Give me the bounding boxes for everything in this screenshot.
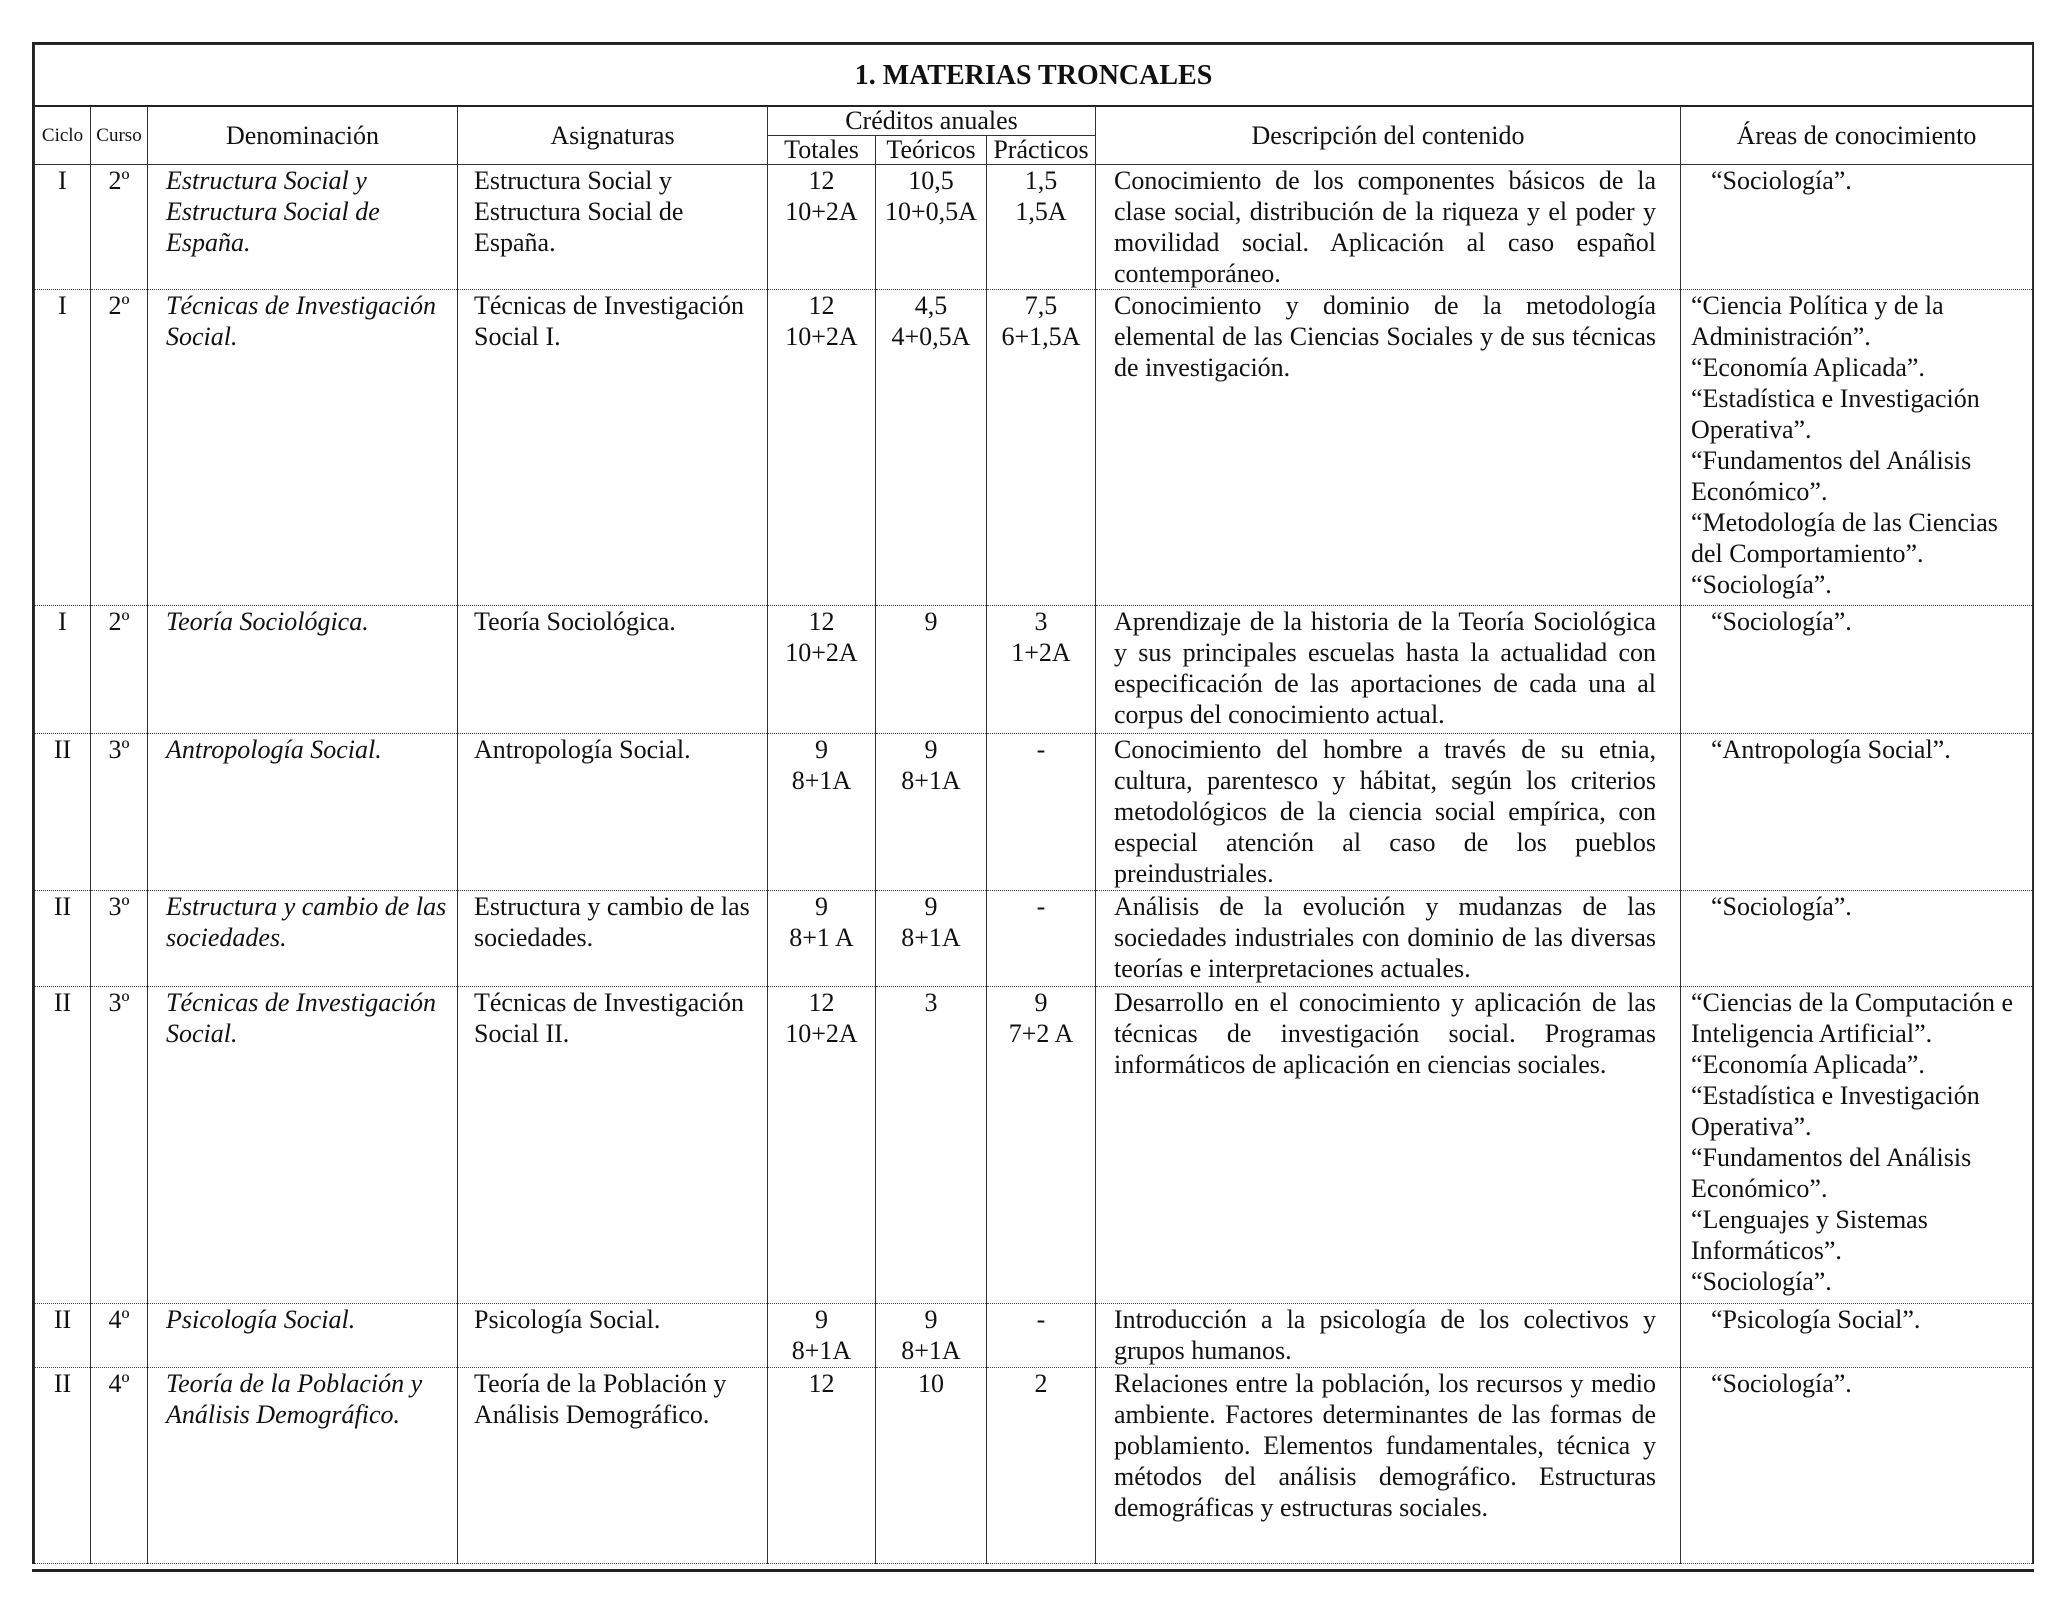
ciclo-cell: I <box>35 290 91 606</box>
header-areas: Áreas de conocimiento <box>1681 106 2033 165</box>
materias-troncales-table <box>32 42 2034 1564</box>
descripcion-cell: Conocimiento y dominio de la metodología elemental de las Ciencias Sociales y de sus técnicas de investigación. <box>1096 290 1681 606</box>
areas-cell: “Sociología”. <box>1681 606 2033 734</box>
curso-cell: 2º <box>91 165 148 290</box>
header-denominacion: Denominación <box>148 106 458 165</box>
header-practicos: Prácticos <box>987 136 1096 165</box>
teoricos-cell: 3 <box>876 987 987 1304</box>
asignatura-cell: Estructura y cambio de las sociedades. <box>458 891 768 987</box>
descripcion-cell: Introducción a la psicología de los colectivos y grupos humanos. <box>1096 1304 1681 1368</box>
totales-cell: 12 10+2A <box>768 165 876 290</box>
header-creditos-anuales: Créditos anuales <box>768 106 1096 136</box>
totales-cell: 12 10+2A <box>768 606 876 734</box>
teoricos-cell: 10 <box>876 1368 987 1564</box>
table-row <box>35 1368 2033 1564</box>
header-ciclo: Ciclo <box>35 106 91 165</box>
ciclo-cell: I <box>35 606 91 734</box>
curso-cell: 3º <box>91 734 148 891</box>
ciclo-cell: II <box>35 987 91 1304</box>
ciclo-cell: II <box>35 891 91 987</box>
totales-cell: 12 <box>768 1368 876 1564</box>
practicos-cell: - <box>987 891 1096 987</box>
descripcion-cell: Desarrollo en el conocimiento y aplicación de las técnicas de investigación social. Programas informáticos de aplicación en ciencias sociales. <box>1096 987 1681 1304</box>
practicos-cell: 9 7+2 A <box>987 987 1096 1304</box>
ciclo-cell: II <box>35 1304 91 1368</box>
teoricos-cell: 9 8+1A <box>876 891 987 987</box>
curso-cell: 4º <box>91 1368 148 1564</box>
practicos-cell: 7,5 6+1,5A <box>987 290 1096 606</box>
practicos-cell: 3 1+2A <box>987 606 1096 734</box>
descripcion-cell: Conocimiento de los componentes básicos de la clase social, distribución de la riqueza y el poder y movilidad social. Aplicación al caso español contemporáneo. <box>1096 165 1681 290</box>
totales-cell: 9 8+1 A <box>768 891 876 987</box>
header-descripcion: Descripción del contenido <box>1096 106 1681 165</box>
totales-cell: 9 8+1A <box>768 734 876 891</box>
header-asignaturas: Asignaturas <box>458 106 768 165</box>
teoricos-cell: 4,5 4+0,5A <box>876 290 987 606</box>
denominacion-cell: Estructura y cambio de las sociedades. <box>148 891 458 987</box>
descripcion-cell: Análisis de la evolución y mudanzas de las sociedades industriales con dominio de las diversas teorías e interpretaciones actuales. <box>1096 891 1681 987</box>
table-row <box>35 1304 2033 1368</box>
denominacion-cell: Estructura Social y Estructura Social de España. <box>148 165 458 290</box>
denominacion-cell: Técnicas de Investigación Social. <box>148 987 458 1304</box>
table-row <box>35 165 2033 290</box>
practicos-cell: - <box>987 734 1096 891</box>
ciclo-cell: II <box>35 734 91 891</box>
areas-cell: “Ciencia Política y de la Administración”. “Economía Aplicada”. “Estadística e Investigación Operativa”. “Fundamentos del Análisis Económico”. “Metodología de las Ciencias del Comportamiento”. “Sociología”. <box>1681 290 2033 606</box>
curso-cell: 4º <box>91 1304 148 1368</box>
asignatura-cell: Antropología Social. <box>458 734 768 891</box>
header-curso: Curso <box>91 106 148 165</box>
totales-cell: 12 10+2A <box>768 290 876 606</box>
curso-cell: 3º <box>91 891 148 987</box>
asignatura-cell: Psicología Social. <box>458 1304 768 1368</box>
header-totales: Totales <box>768 136 876 165</box>
asignatura-cell: Teoría Sociológica. <box>458 606 768 734</box>
table-row <box>35 891 2033 987</box>
teoricos-cell: 9 8+1A <box>876 1304 987 1368</box>
areas-cell: “Sociología”. <box>1681 1368 2033 1564</box>
denominacion-cell: Antropología Social. <box>148 734 458 891</box>
teoricos-cell: 10,5 10+0,5A <box>876 165 987 290</box>
practicos-cell: 2 <box>987 1368 1096 1564</box>
denominacion-cell: Teoría Sociológica. <box>148 606 458 734</box>
curso-cell: 2º <box>91 290 148 606</box>
ciclo-cell: II <box>35 1368 91 1564</box>
asignatura-cell: Técnicas de Investigación Social II. <box>458 987 768 1304</box>
ciclo-cell: I <box>35 165 91 290</box>
header-teoricos: Teóricos <box>876 136 987 165</box>
asignatura-cell: Técnicas de Investigación Social I. <box>458 290 768 606</box>
table-row <box>35 734 2033 891</box>
denominacion-cell: Teoría de la Población y Análisis Demográfico. <box>148 1368 458 1564</box>
curso-cell: 2º <box>91 606 148 734</box>
asignatura-cell: Estructura Social y Estructura Social de España. <box>458 165 768 290</box>
table-row <box>35 987 2033 1304</box>
teoricos-cell: 9 <box>876 606 987 734</box>
totales-cell: 12 10+2A <box>768 987 876 1304</box>
denominacion-cell: Psicología Social. <box>148 1304 458 1368</box>
areas-cell: “Sociología”. <box>1681 165 2033 290</box>
table-row <box>35 606 2033 734</box>
table-row <box>35 290 2033 606</box>
areas-cell: “Ciencias de la Computación e Inteligencia Artificial”. “Economía Aplicada”. “Estadística e Investigación Operativa”. “Fundamentos del Análisis Económico”. “Lenguajes y Sistemas Informáticos”. “Sociología”. <box>1681 987 2033 1304</box>
descripcion-cell: Relaciones entre la población, los recursos y medio ambiente. Factores determinantes de las formas de poblamiento. Elementos fundamentales, técnica y métodos del análisis demográfico. Estructuras demográficas y estructuras sociales. <box>1096 1368 1681 1564</box>
practicos-cell: 1,5 1,5A <box>987 165 1096 290</box>
areas-cell: “Psicología Social”. <box>1681 1304 2033 1368</box>
asignatura-cell: Teoría de la Población y Análisis Demográfico. <box>458 1368 768 1564</box>
areas-cell: “Sociología”. <box>1681 891 2033 987</box>
descripcion-cell: Conocimiento del hombre a través de su etnia, cultura, parentesco y hábitat, según los criterios metodológicos de la ciencia social empírica, con especial atención al caso de los pueblos preindustriales. <box>1096 734 1681 891</box>
areas-cell: “Antropología Social”. <box>1681 734 2033 891</box>
table-title: 1. MATERIAS TRONCALES <box>35 45 2033 107</box>
totales-cell: 9 8+1A <box>768 1304 876 1368</box>
curso-cell: 3º <box>91 987 148 1304</box>
practicos-cell: - <box>987 1304 1096 1368</box>
descripcion-cell: Aprendizaje de la historia de la Teoría Sociológica y sus principales escuelas hasta la actualidad con especificación de las aportaciones de cada una al corpus del conocimiento actual. <box>1096 606 1681 734</box>
teoricos-cell: 9 8+1A <box>876 734 987 891</box>
denominacion-cell: Técnicas de Investigación Social. <box>148 290 458 606</box>
